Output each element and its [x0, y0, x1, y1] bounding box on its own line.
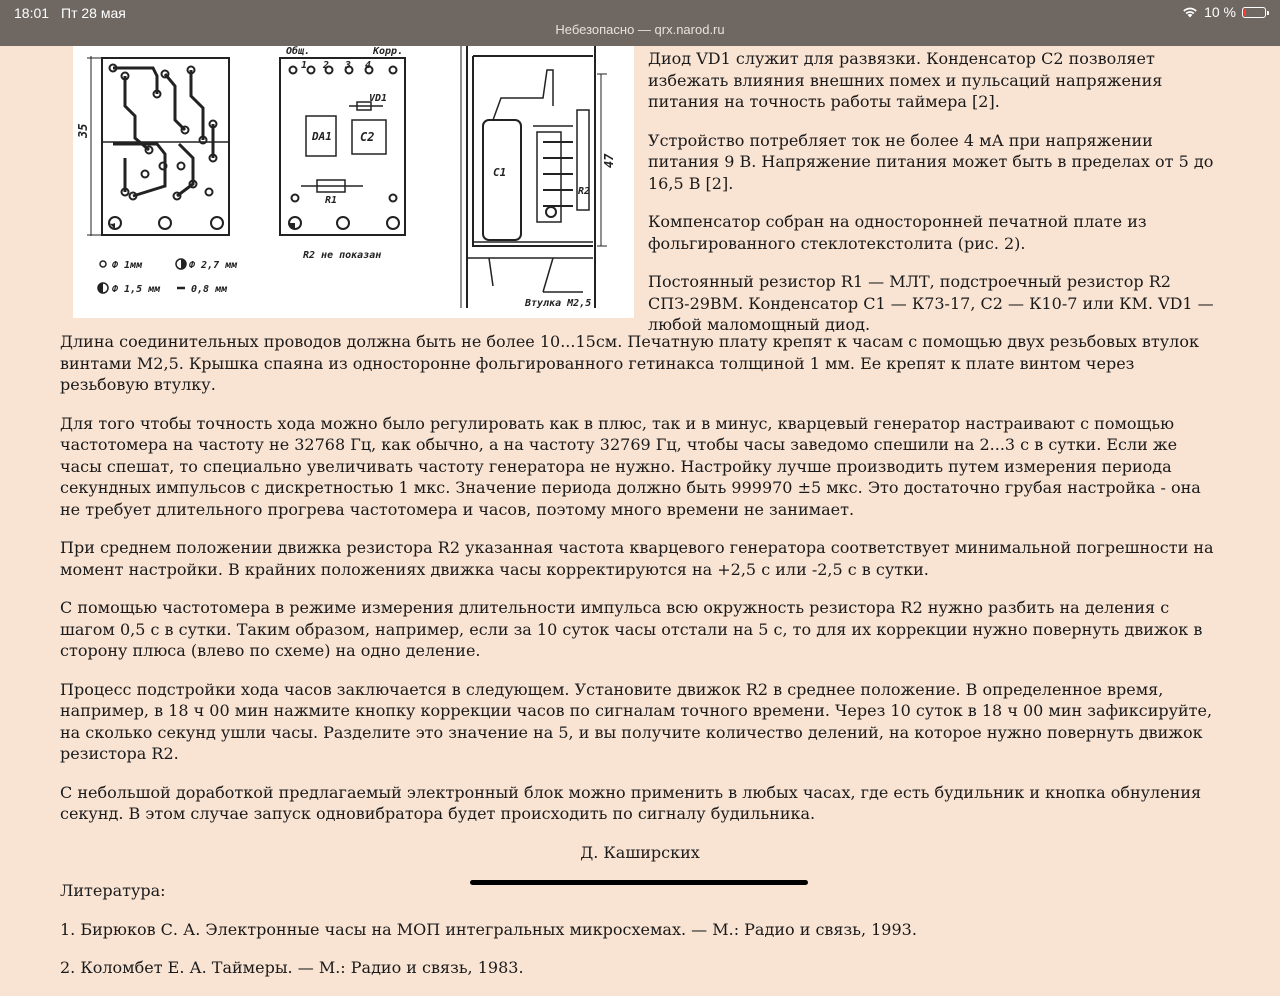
date: Пт 28 мая [61, 5, 126, 21]
home-indicator[interactable] [470, 880, 808, 885]
status-indicators [1182, 4, 1266, 20]
fig-label-da1: DA1 [312, 130, 332, 143]
fig-pin-2: 2 [323, 60, 330, 71]
paragraph: Длина соединительных проводов должна быть не более 10...15см. Печатную плату крепят к часам с помощью двух резьбовых втулок винтами М2,5. Крышка спаяна из односторонне фольгированного гетинакса толщиной 1 мм. Ее крепят к плате винтом через резьбовую втулку. [60, 332, 1199, 394]
pcb-drawing [73, 46, 634, 318]
paragraph: Процесс подстройки хода часов заключается в следующем. Установите движок R2 в среднее положение. В определенное время, например, в 18 ч 00 мин нажмите кнопку коррекции часов по сигналам точного времени. Через 10 суток в 18 ч 00 мин зафиксируйте, на сколько секунд ушли часы. Разделите это значение на 5, и вы получите количество делений, на которое нужно повернуть движок резистора R2. [60, 679, 1213, 763]
article-body [60, 331, 1220, 996]
dim-height-right-label: 47 [602, 153, 616, 168]
fig-label-c1: C1 [493, 166, 507, 179]
paragraph: Компенсатор собран на односторонней печатной плате из фольгированного стеклотекстолита (рис. 2). [648, 212, 1147, 253]
fig-pin-3: 3 [345, 60, 352, 71]
paragraph: При среднем положении движка резистора R2 указанная частота кварцевого генератора соответствует минимальной погрешности на момент настройки. В крайних положениях движка часы корректируются на +2,5 с или -2,5 с в сутки. [60, 538, 1214, 579]
paragraph: Устройство потребляет ток не более 4 мА при напряжении питания 9 В. Напряжение питания может быть в пределах от 5 до 16,5 В [2]. [648, 130, 1214, 193]
battery-percent: 10 % [1204, 4, 1236, 20]
paragraph: Для того чтобы точность хода можно было регулировать как в плюс, так и в минус, кварцевый генератор настраивают с помощью частотомера на частоту не 32768 Гц, как обычно, а на частоту 32769 Гц, чтобы часы заведомо спешили на 2...3 с в сутки. Если же часы спешат, то специально увеличивать частоту генератора не нужно. Настройку лучше производить путем измерения периода секундных импульсов с дискретностью 1 мкс. Значение периода должно быть 999970 ±5 мкс. Это достаточно грубая настройка - она не требует длительного прогрева частотомера и часов, поэтому много времени не занимает. [60, 413, 1201, 519]
dim-height-label: 35 [76, 123, 90, 138]
clock: 18:01 [14, 5, 50, 21]
wifi-icon [1182, 6, 1198, 18]
battery-icon [1242, 7, 1266, 18]
fig-label-common: Общ. [286, 46, 311, 57]
fig-label-r2: R2 [578, 186, 591, 197]
paragraph: С небольшой доработкой предлагаемый электронный блок можно применить в любых часах, где есть будильник и кнопка обнуления секунд. В этом случае запуск одновибратора будет происходить по сигналу будильника. [60, 782, 1202, 823]
fig-pin-4: 4 [365, 60, 372, 71]
legend-1mm: Ф 1мм [112, 260, 143, 271]
reference-item: 2. Коломбет Е. А. Таймеры. — М.: Радио и связь, 1983. [60, 958, 524, 977]
fig-label-corr: Корр. [373, 46, 404, 57]
reference-item: 1. Бирюков С. А. Электронные часы на МОП интегральных микросхемах. — М.: Радио и связь, 1993. [60, 919, 917, 939]
legend-0-8mm: 0,8 мм [191, 284, 228, 295]
fig-label-vd1: VD1 [369, 93, 388, 104]
battery-level [1244, 9, 1246, 16]
paragraph: С помощью частотомера в режиме измерения длительности импульса всю окружность резистора R2 нужно разбить на деления с шагом 0,5 с в сутки. Таким образом, например, если за 10 суток часы отстали на 5 с, то для их коррекции нужно повернуть движок в сторону плюса (влево по схеме) на одно деление. [60, 598, 1203, 660]
paragraph: Диод VD1 служит для развязки. Конденсатор С2 позволяет избежать влияния внешних помех и пульсаций напряжения питания на точность работы таймера [2]. [648, 49, 1163, 111]
legend-1-5mm: Ф 1,5 мм [112, 284, 161, 295]
address-bar[interactable]: Небезопасно — qrx.narod.ru [555, 22, 725, 37]
fig-pin-1: 1 [301, 60, 308, 71]
fig-label-bushing: Втулка М2,5 [525, 298, 592, 309]
fig-label-c2: C2 [360, 130, 375, 144]
legend-2-7mm: Ф 2,7 мм [189, 260, 238, 271]
literature-heading: Литература: [60, 881, 166, 900]
author: Д. Каширских [580, 842, 700, 862]
side-text [648, 46, 1228, 353]
fig-label-r2-hidden: R2 не показан [303, 250, 382, 261]
status-bar [0, 0, 1280, 46]
pcb-figure [73, 46, 634, 318]
paragraph: Постоянный резистор R1 — МЛТ, подстроечный резистор R2 СПЗ-29ВМ. Конденсатор С1 — К73-17, С2 — К10-7 или КМ. VD1 — любой маломощный диод. [648, 272, 1214, 334]
fig-label-r1: R1 [325, 195, 338, 206]
